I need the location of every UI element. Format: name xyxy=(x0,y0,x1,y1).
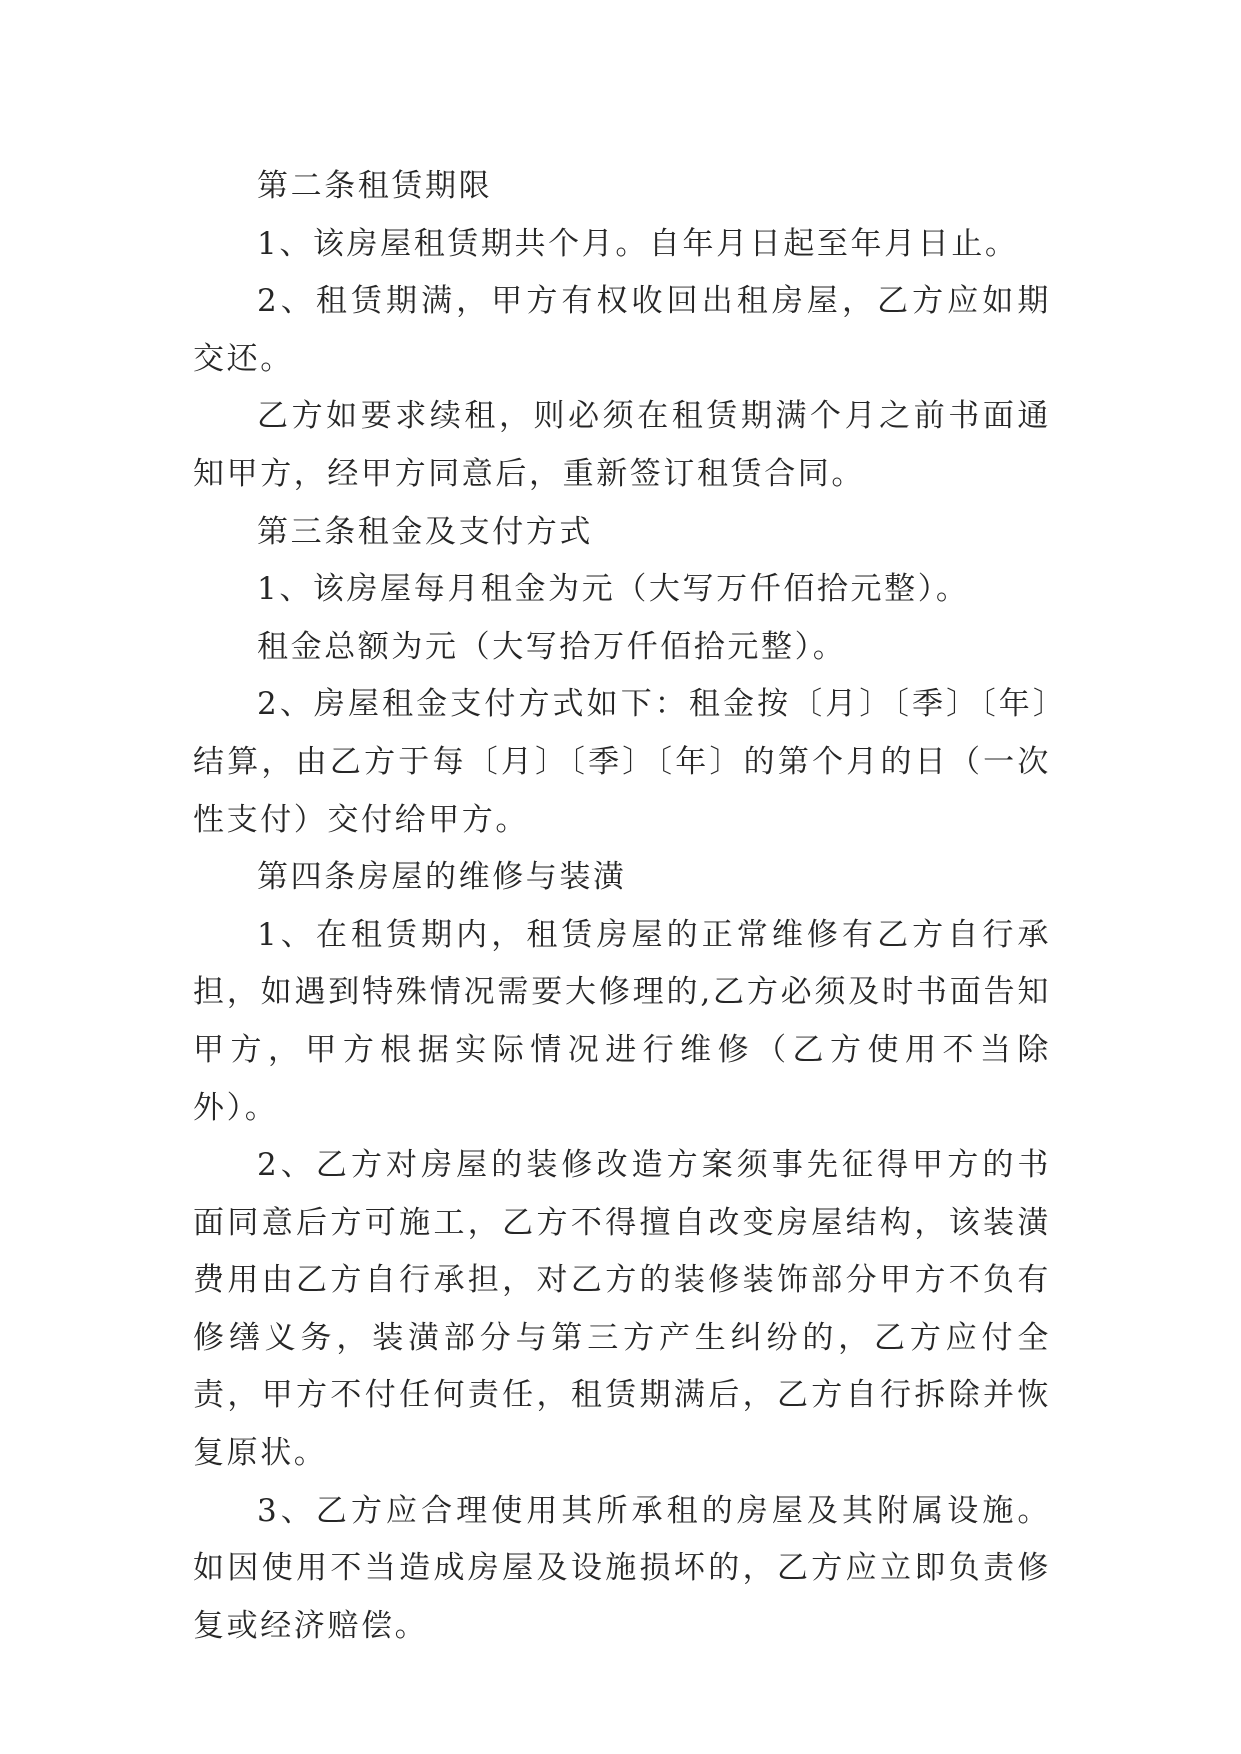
section-heading-maintenance: 第四条房屋的维修与装潢 xyxy=(257,859,627,896)
document-body xyxy=(193,158,1051,1655)
section-heading-rent-payment: 第三条租金及支付方式 xyxy=(257,513,593,550)
paragraph-total-rent: 租金总额为元（大写拾万仟佰拾元整）。 xyxy=(257,628,847,665)
paragraph-lease-period: 1、该房屋租赁期共个月。自年月日起至年月日止。 xyxy=(257,225,1019,262)
paragraph-lease-renewal: 乙方如要求续租，则必须在租赁期满个月之前书面通知甲方，经甲方同意后，重新签订租赁合同。 xyxy=(193,398,1051,492)
paragraph-payment-method: 2、房屋租金支付方式如下：租金按〔月〕〔季〕〔年〕结算，由乙方于每〔月〕〔季〕〔年〕的第个月的日（一次性支付）交付给甲方。 xyxy=(193,686,1051,838)
section-heading-lease-term: 第二条租赁期限 xyxy=(257,168,493,204)
paragraph-lease-expiry: 2、租赁期满，甲方有权收回出租房屋，乙方应如期交还。 xyxy=(193,283,1051,377)
paragraph-repairs: 1、在租赁期内，租赁房屋的正常维修有乙方自行承担，如遇到特殊情况需要大修理的,乙方必须及时书面告知甲方，甲方根据实际情况进行维修（乙方使用不当除外）。 xyxy=(193,916,1051,1126)
paragraph-proper-use: 3、乙方应合理使用其所承租的房屋及其附属设施。如因使用不当造成房屋及设施损坏的，乙方应立即负责修复或经济赔偿。 xyxy=(193,1492,1051,1644)
paragraph-monthly-rent: 1、该房屋每月租金为元（大写万仟佰拾元整）。 xyxy=(257,571,970,608)
paragraph-renovation: 2、乙方对房屋的装修改造方案须事先征得甲方的书面同意后方可施工，乙方不得擅自改变房屋结构，该装潢费用由乙方自行承担，对乙方的装修装饰部分甲方不负有修缮义务，装潢部分与第三方产生纠纷的，乙方应付全责，甲方不付任何责任，租赁期满后，乙方自行拆除并恢复原状。 xyxy=(193,1147,1051,1472)
